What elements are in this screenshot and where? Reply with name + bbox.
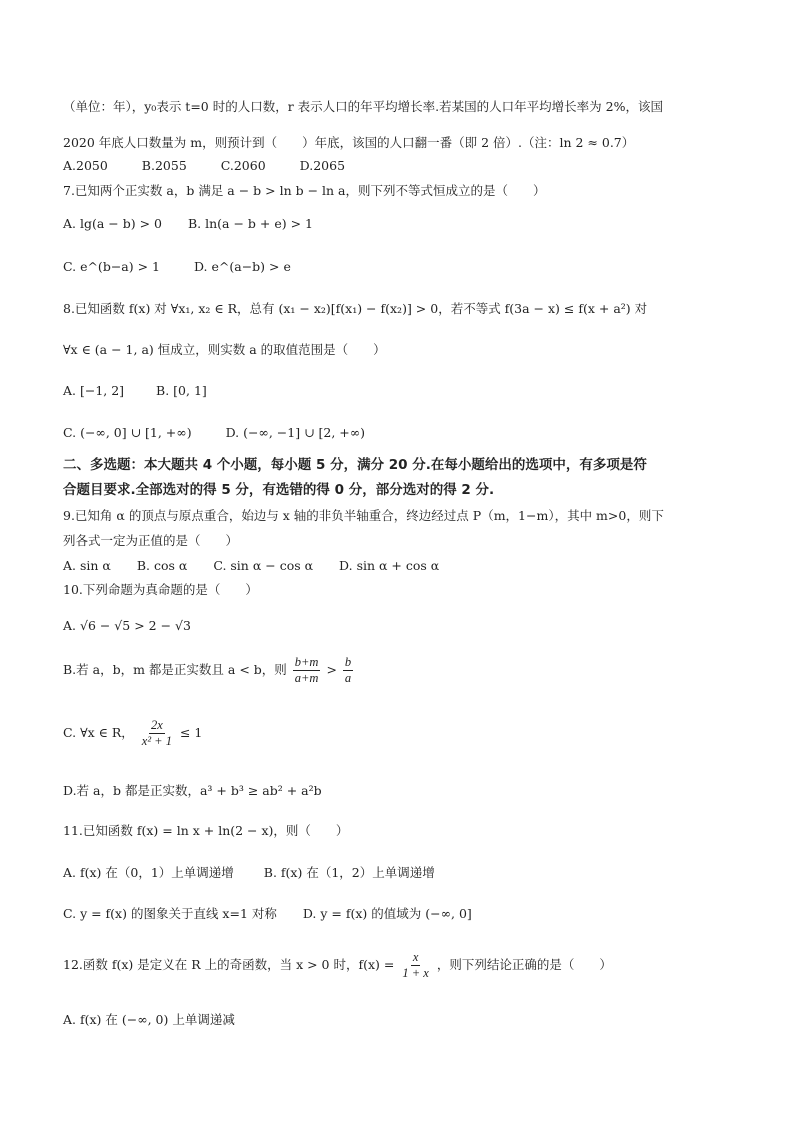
option-d: D. (−∞, −1] ∪ [2, +∞) [225,425,366,440]
question-8-cont: ∀x ∈ (a − 1, a) 恒成立，则实数 a 的取值范围是（ ） [63,342,386,357]
section-heading: 二、多选题：本大题共 4 个小题，每小题 5 分，满分 20 分.在每小题给出的选项中，有多项是符 [63,457,647,473]
line-q6-cont-2: 2020 年底人口数量为 m，则预计到（ ）年底，该国的人口翻一番（即 2 倍）.（注：ln 2 ≈ 0.7） [63,135,635,150]
option-a: A. lg(a − b) > 0 [63,216,162,231]
option-b: B. cos α [136,558,188,573]
q10-option-d: D.若 a，b 都是正实数，a³ + b³ ≥ ab² + a²b [63,783,322,798]
fraction [400,950,430,981]
option-c: C. y = f(x) 的图象关于直线 x=1 对称 [63,906,277,921]
question-12-rest: ，则下列结论正确的是（ ） [436,957,612,972]
line-q6-cont-1: （单位：年），y₀表示 t=0 时的人口数，r 表示人口的年平均增长率.若某国的人口年平均增长率为 2%，该国 [63,99,663,114]
fraction [293,655,321,686]
q8-options-ab [63,382,239,400]
option-d: D. sin α + cos α [339,558,440,573]
option-d: D.2065 [299,158,346,173]
q10-option-b [63,655,355,686]
q12-option-a: A. f(x) 在 (−∞, 0) 上单调递减 [63,1012,235,1027]
question-8: 8.已知函数 f(x) 对 ∀x₁, x₂ ∈ R，总有 (x₁ − x₂)[f(x₁) − f(x₂)] > 0，若不等式 f(3a − x) ≤ f(x + a²) 对 [63,301,648,316]
option-a: A. [−1, 2] [63,383,125,398]
q6-options [63,157,377,175]
fraction-denominator: a+m [294,671,319,685]
option-c: C. (−∞, 0] ∪ [1, +∞) [63,425,192,440]
question-7: 7.已知两个正实数 a，b 满足 a − b > ln b − ln a，则下列不等式恒成立的是（ ） [63,183,546,198]
option-b: B.2055 [141,158,187,173]
fraction-denominator: 1 + x [402,966,429,980]
question-12-text: 12.函数 f(x) 是定义在 R 上的奇函数，当 x > 0 时，f(x) = [63,957,395,972]
question-11: 11.已知函数 f(x) = ln x + ln(2 − x)，则（ ） [63,823,349,838]
fraction-numerator: x [412,950,419,964]
fraction-numerator: b+m [294,655,319,669]
operator: > [326,662,337,677]
option-d: D. y = f(x) 的值域为 (−∞, 0] [302,906,472,921]
fraction-numerator: b [344,655,352,669]
fraction-numerator: 2x [150,718,163,732]
section-heading-cont: 合题目要求.全部选对的得 5 分，有选错的得 0 分，部分选对的得 2 分. [63,482,495,498]
question-9: 9.已知角 α 的顶点与原点重合，始边与 x 轴的非负半轴重合，终边经过点 P（m，1−m），其中 m>0，则下 [63,508,664,523]
q10-option-c [63,718,202,749]
option-b: B. f(x) 在（1，2）上单调递增 [263,865,435,880]
question-10: 10.下列命题为真命题的是（ ） [63,582,258,597]
q8-options-cd [63,424,397,442]
question-9-cont: 列各式一定为正值的是（ ） [63,533,239,548]
q9-options [63,557,471,575]
option-c: C. sin α − cos α [213,558,314,573]
option-a: A. sin α [63,558,111,573]
q7-options-ab [63,215,345,233]
option-b: B. [0, 1] [156,383,207,398]
q7-options-cd [63,258,323,276]
option-a: A.2050 [63,158,108,173]
option-d: D. e^(a−b) > e [193,259,291,274]
q11-options-ab [63,864,467,882]
q10-option-a: A. √6 − √5 > 2 − √3 [63,618,191,633]
fraction-denominator: a [344,671,352,685]
q11-options-cd [63,905,504,923]
option-c-text: C. ∀x ∈ R， [63,725,134,740]
fraction-denominator: x² + 1 [141,734,172,748]
option-c-rest: ≤ 1 [179,725,203,740]
fraction [343,655,353,686]
fraction [140,718,174,749]
option-b-text: B.若 a，b，m 都是正实数且 a < b，则 [63,662,287,677]
question-12 [63,950,612,981]
option-b: B. ln(a − b + e) > 1 [187,216,313,231]
option-a: A. f(x) 在（0，1）上单调递增 [63,865,234,880]
option-c: C.2060 [220,158,266,173]
option-c: C. e^(b−a) > 1 [63,259,160,274]
